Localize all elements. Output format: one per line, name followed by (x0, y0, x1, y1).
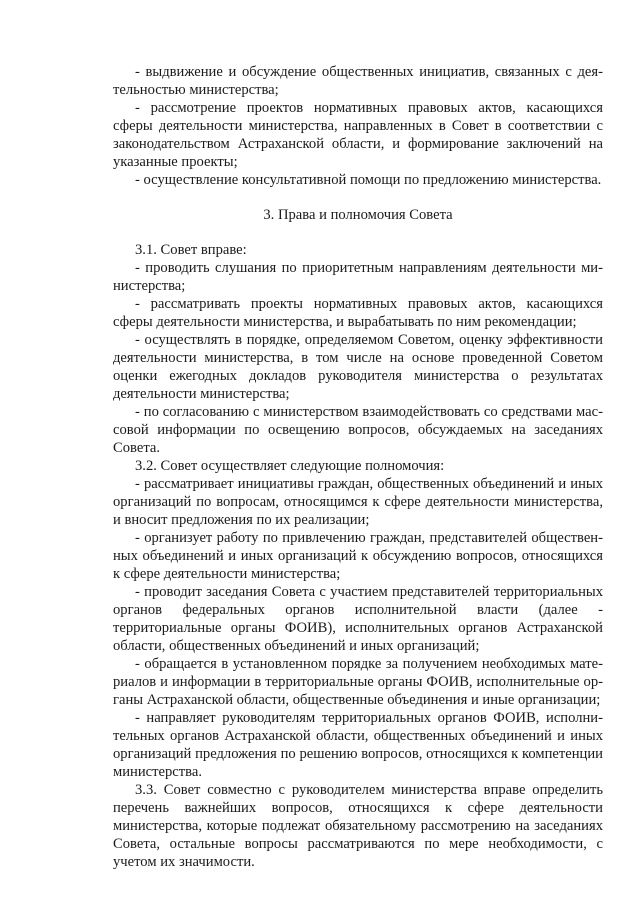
clause-3-1-item: - рассматривать проекты нормативных правовых актов, касающихся сферы деятельности министерства, и вырабатывать по ним рекомендации; (113, 296, 603, 330)
clause-3-1-item: - осуществлять в порядке, определяемом Советом, оценку эффективности деятельности министерства, в том числе на основе проведенной Советом оценки ежегодных докладов руководителя министерства о результатах деятельности министерства; (113, 332, 603, 402)
clause-3-2-item: - обращается в установленном порядке за получением необходимых материалов и информации в территориальные органы ФОИВ, исполнительные органы Астраханской области, общественные объединения и иные организации; (113, 656, 603, 708)
intro-item-initiatives: - выдвижение и обсуждение общественных инициатив, связанных с деятельностью министерства; (113, 64, 603, 98)
clause-3-2-item: - направляет руководителям территориальных органов ФОИВ, исполнительных органов Астраханской области, общественных объединений и иных организаций предложения по решению вопросов, относящихся к компетенции министерства. (113, 710, 603, 780)
intro-item-legal-acts: - рассмотрение проектов нормативных правовых актов, касающихся сферы деятельности министерства, направленных в Совет в соответствии с законодательством Астраханской области, и формирование заключений на указанные проекты; (113, 100, 603, 170)
clause-3-1-item: - по согласованию с министерством взаимодействовать со средствами массовой информации по освещению вопросов, обсуждаемых на заседаниях Совета. (113, 404, 603, 456)
clause-3-2-item: - рассматривает инициативы граждан, общественных объединений и иных организаций по вопросам, относящимся к сфере деятельности министерства, и вносит предложения по их реализации; (113, 476, 603, 528)
intro-item-consulting: - осуществление консультативной помощи по предложению министерства. (135, 172, 602, 188)
clause-3-2-title: 3.2. Совет осуществляет следующие полномочия: (135, 458, 445, 474)
clause-3-1-title: 3.1. Совет вправе: (135, 242, 247, 258)
clause-3-2-item: - проводит заседания Совета с участием представителей территориальных органов федеральных органов исполнительной власти (далее - территориальные органы ФОИВ), исполнительных органов Астраханской области, общественных объединений и иных организаций; (113, 584, 603, 654)
section-heading: 3. Права и полномочия Совета (263, 207, 453, 223)
clause-3-1-item: - проводить слушания по приоритетным направлениям деятельности министерства; (113, 260, 603, 294)
clause-3-3-text: 3.3. Совет совместно с руководителем министерства вправе определить перечень важнейших вопросов, относящихся к сфере деятельности министерства, которые подлежат обязательному рассмотрению на заседаниях Совета, остальные вопросы рассматриваются по мере необходимости, с учетом их значимости. (113, 782, 603, 870)
document-body (113, 63, 603, 871)
clause-3-2-item: - организует работу по привлечению граждан, представителей общественных объединений и иных организаций к обсуждению вопросов, относящихся к сфере деятельности министерства; (113, 530, 603, 582)
